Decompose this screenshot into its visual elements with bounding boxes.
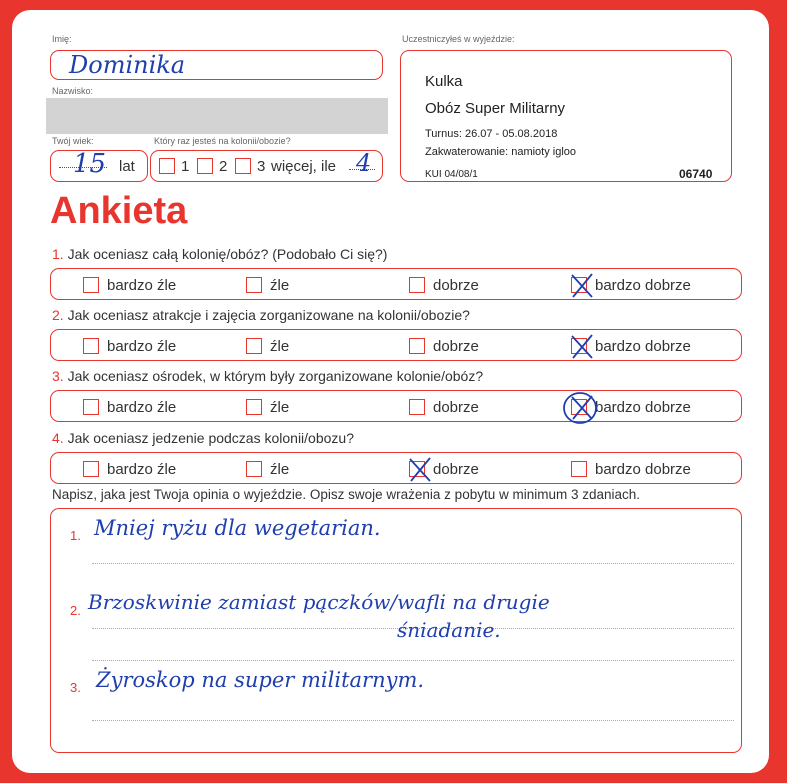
question-2-text xyxy=(52,307,470,323)
rating-checkbox[interactable] xyxy=(83,461,99,477)
rating-checkbox[interactable] xyxy=(571,399,587,415)
camp-accommodation xyxy=(425,146,576,158)
checked-x-icon xyxy=(569,272,595,300)
times-checkbox-1[interactable] xyxy=(159,158,175,174)
rating-label: źle xyxy=(270,460,290,478)
rating-option[interactable] xyxy=(571,460,691,478)
opinion-line-3-num: 3. xyxy=(70,680,81,695)
rating-label: dobrze xyxy=(433,337,479,355)
camp-org: Kulka xyxy=(425,73,463,90)
question-label: Jak oceniasz jedzenie podczas kolonii/obozu? xyxy=(67,430,354,446)
rating-option[interactable] xyxy=(246,460,289,478)
rating-option[interactable] xyxy=(246,337,289,355)
rating-option[interactable] xyxy=(409,276,479,294)
rating-checkbox[interactable] xyxy=(83,399,99,415)
rating-checkbox[interactable] xyxy=(409,399,425,415)
surname-label: Nazwisko: xyxy=(52,86,94,96)
question-3-text xyxy=(52,368,483,384)
camp-turnus xyxy=(425,128,557,140)
checked-x-icon xyxy=(569,333,595,361)
rating-label: bardzo dobrze xyxy=(595,276,691,294)
rating-label: dobrze xyxy=(433,276,479,294)
camp-turnus-value: 26.07 - 05.08.2018 xyxy=(464,128,558,140)
rating-label: bardzo źle xyxy=(107,337,177,355)
question-4-text xyxy=(52,430,354,446)
question-number: 4. xyxy=(52,430,64,446)
opinion-box[interactable] xyxy=(50,508,742,753)
camp-info-box xyxy=(400,50,732,182)
rating-option[interactable] xyxy=(571,398,691,416)
survey-sheet xyxy=(12,10,769,773)
rule-line xyxy=(92,563,734,564)
rating-checkbox[interactable] xyxy=(571,338,587,354)
circle-mark-icon xyxy=(560,388,600,428)
times-option-3: 3 xyxy=(257,158,266,175)
rating-label: bardzo dobrze xyxy=(595,398,691,416)
rating-option[interactable] xyxy=(83,398,176,416)
rating-option[interactable] xyxy=(83,337,176,355)
times-option-2: 2 xyxy=(219,158,228,175)
rating-option[interactable] xyxy=(246,398,289,416)
question-3-options xyxy=(50,390,742,422)
age-field[interactable] xyxy=(50,150,148,182)
camp-turnus-label: Turnus: xyxy=(425,128,462,140)
question-2-options xyxy=(50,329,742,361)
rating-option[interactable] xyxy=(409,398,479,416)
rule-line xyxy=(92,660,734,661)
rating-label: dobrze xyxy=(433,398,479,416)
rating-checkbox[interactable] xyxy=(409,461,425,477)
question-label: Jak oceniasz ośrodek, w którym były zorganizowane kolonie/obóz? xyxy=(67,368,484,384)
rating-checkbox[interactable] xyxy=(246,461,262,477)
rating-checkbox[interactable] xyxy=(409,338,425,354)
opinion-line-3: Żyroskop na super militarnym. xyxy=(96,668,425,692)
question-number: 3. xyxy=(52,368,64,384)
question-label: Jak oceniasz atrakcje i zajęcia zorganizowane na kolonii/obozie? xyxy=(67,307,470,323)
checked-x-icon xyxy=(407,456,433,484)
camp-accommodation-label: Zakwaterowanie: xyxy=(425,146,509,158)
rating-label: bardzo źle xyxy=(107,460,177,478)
surname-redaction xyxy=(46,98,388,134)
times-checkbox-3[interactable] xyxy=(235,158,251,174)
rule-line xyxy=(92,720,734,721)
rating-checkbox[interactable] xyxy=(246,277,262,293)
camp-code: KUI 04/08/1 xyxy=(425,169,478,180)
question-number: 1. xyxy=(52,246,64,262)
rating-label: źle xyxy=(270,276,290,294)
rating-checkbox[interactable] xyxy=(83,277,99,293)
rating-checkbox[interactable] xyxy=(246,399,262,415)
age-label: Twój wiek: xyxy=(52,136,94,146)
times-label: Który raz jesteś na kolonii/obozie? xyxy=(154,136,291,146)
rating-label: bardzo dobrze xyxy=(595,460,691,478)
question-1-text xyxy=(52,246,387,262)
checked-x-icon xyxy=(569,394,595,422)
age-unit: lat xyxy=(119,158,135,175)
rating-label: bardzo źle xyxy=(107,398,177,416)
rating-checkbox[interactable] xyxy=(83,338,99,354)
rating-label: bardzo źle xyxy=(107,276,177,294)
rating-checkbox[interactable] xyxy=(246,338,262,354)
opinion-line-1: Mniej ryżu dla wegetarian. xyxy=(94,516,381,540)
camp-label: Uczestniczyłeś w wyjeździe: xyxy=(402,34,515,44)
rating-label: bardzo dobrze xyxy=(595,337,691,355)
name-value: Dominika xyxy=(69,51,186,79)
camp-name: Obóz Super Militarny xyxy=(425,100,566,117)
times-checkbox-2[interactable] xyxy=(197,158,213,174)
rating-checkbox[interactable] xyxy=(571,277,587,293)
rating-checkbox[interactable] xyxy=(571,461,587,477)
opinion-line-2-num: 2. xyxy=(70,603,81,618)
times-option-1: 1 xyxy=(181,158,190,175)
rating-option[interactable] xyxy=(409,460,479,478)
rating-option[interactable] xyxy=(83,460,176,478)
rating-label: dobrze xyxy=(433,460,479,478)
question-4-options xyxy=(50,452,742,484)
times-value: 4 xyxy=(356,149,372,177)
camp-number: 06740 xyxy=(679,167,713,181)
rating-checkbox[interactable] xyxy=(409,277,425,293)
rating-option[interactable] xyxy=(409,337,479,355)
rating-label: źle xyxy=(270,337,290,355)
question-number: 2. xyxy=(52,307,64,323)
opinion-line-2: Brzoskwinie zamiast pączków/wafli na drugie xyxy=(88,590,550,614)
rating-option[interactable] xyxy=(246,276,289,294)
camp-accommodation-value: namioty igloo xyxy=(511,146,577,158)
question-1-options xyxy=(50,268,742,300)
rating-option[interactable] xyxy=(83,276,176,294)
rating-label: źle xyxy=(270,398,290,416)
age-value: 15 xyxy=(73,149,107,179)
page-title: Ankieta xyxy=(50,190,188,232)
times-more-label: więcej, ile xyxy=(271,158,337,175)
name-field[interactable] xyxy=(50,50,383,80)
opinion-line-1-num: 1. xyxy=(70,528,81,543)
rating-option[interactable] xyxy=(571,337,691,355)
times-field xyxy=(150,150,383,182)
name-label: Imię: xyxy=(52,34,72,44)
opinion-line-2-cont: śniadanie. xyxy=(397,618,501,642)
opinion-prompt: Napisz, jaka jest Twoja opinia o wyjeździe. Opisz swoje wrażenia z pobytu w minimum 3 zdaniach. xyxy=(52,487,641,502)
rating-option[interactable] xyxy=(571,276,691,294)
question-label: Jak oceniasz całą kolonię/obóz? (Podobało Ci się?) xyxy=(67,246,388,262)
